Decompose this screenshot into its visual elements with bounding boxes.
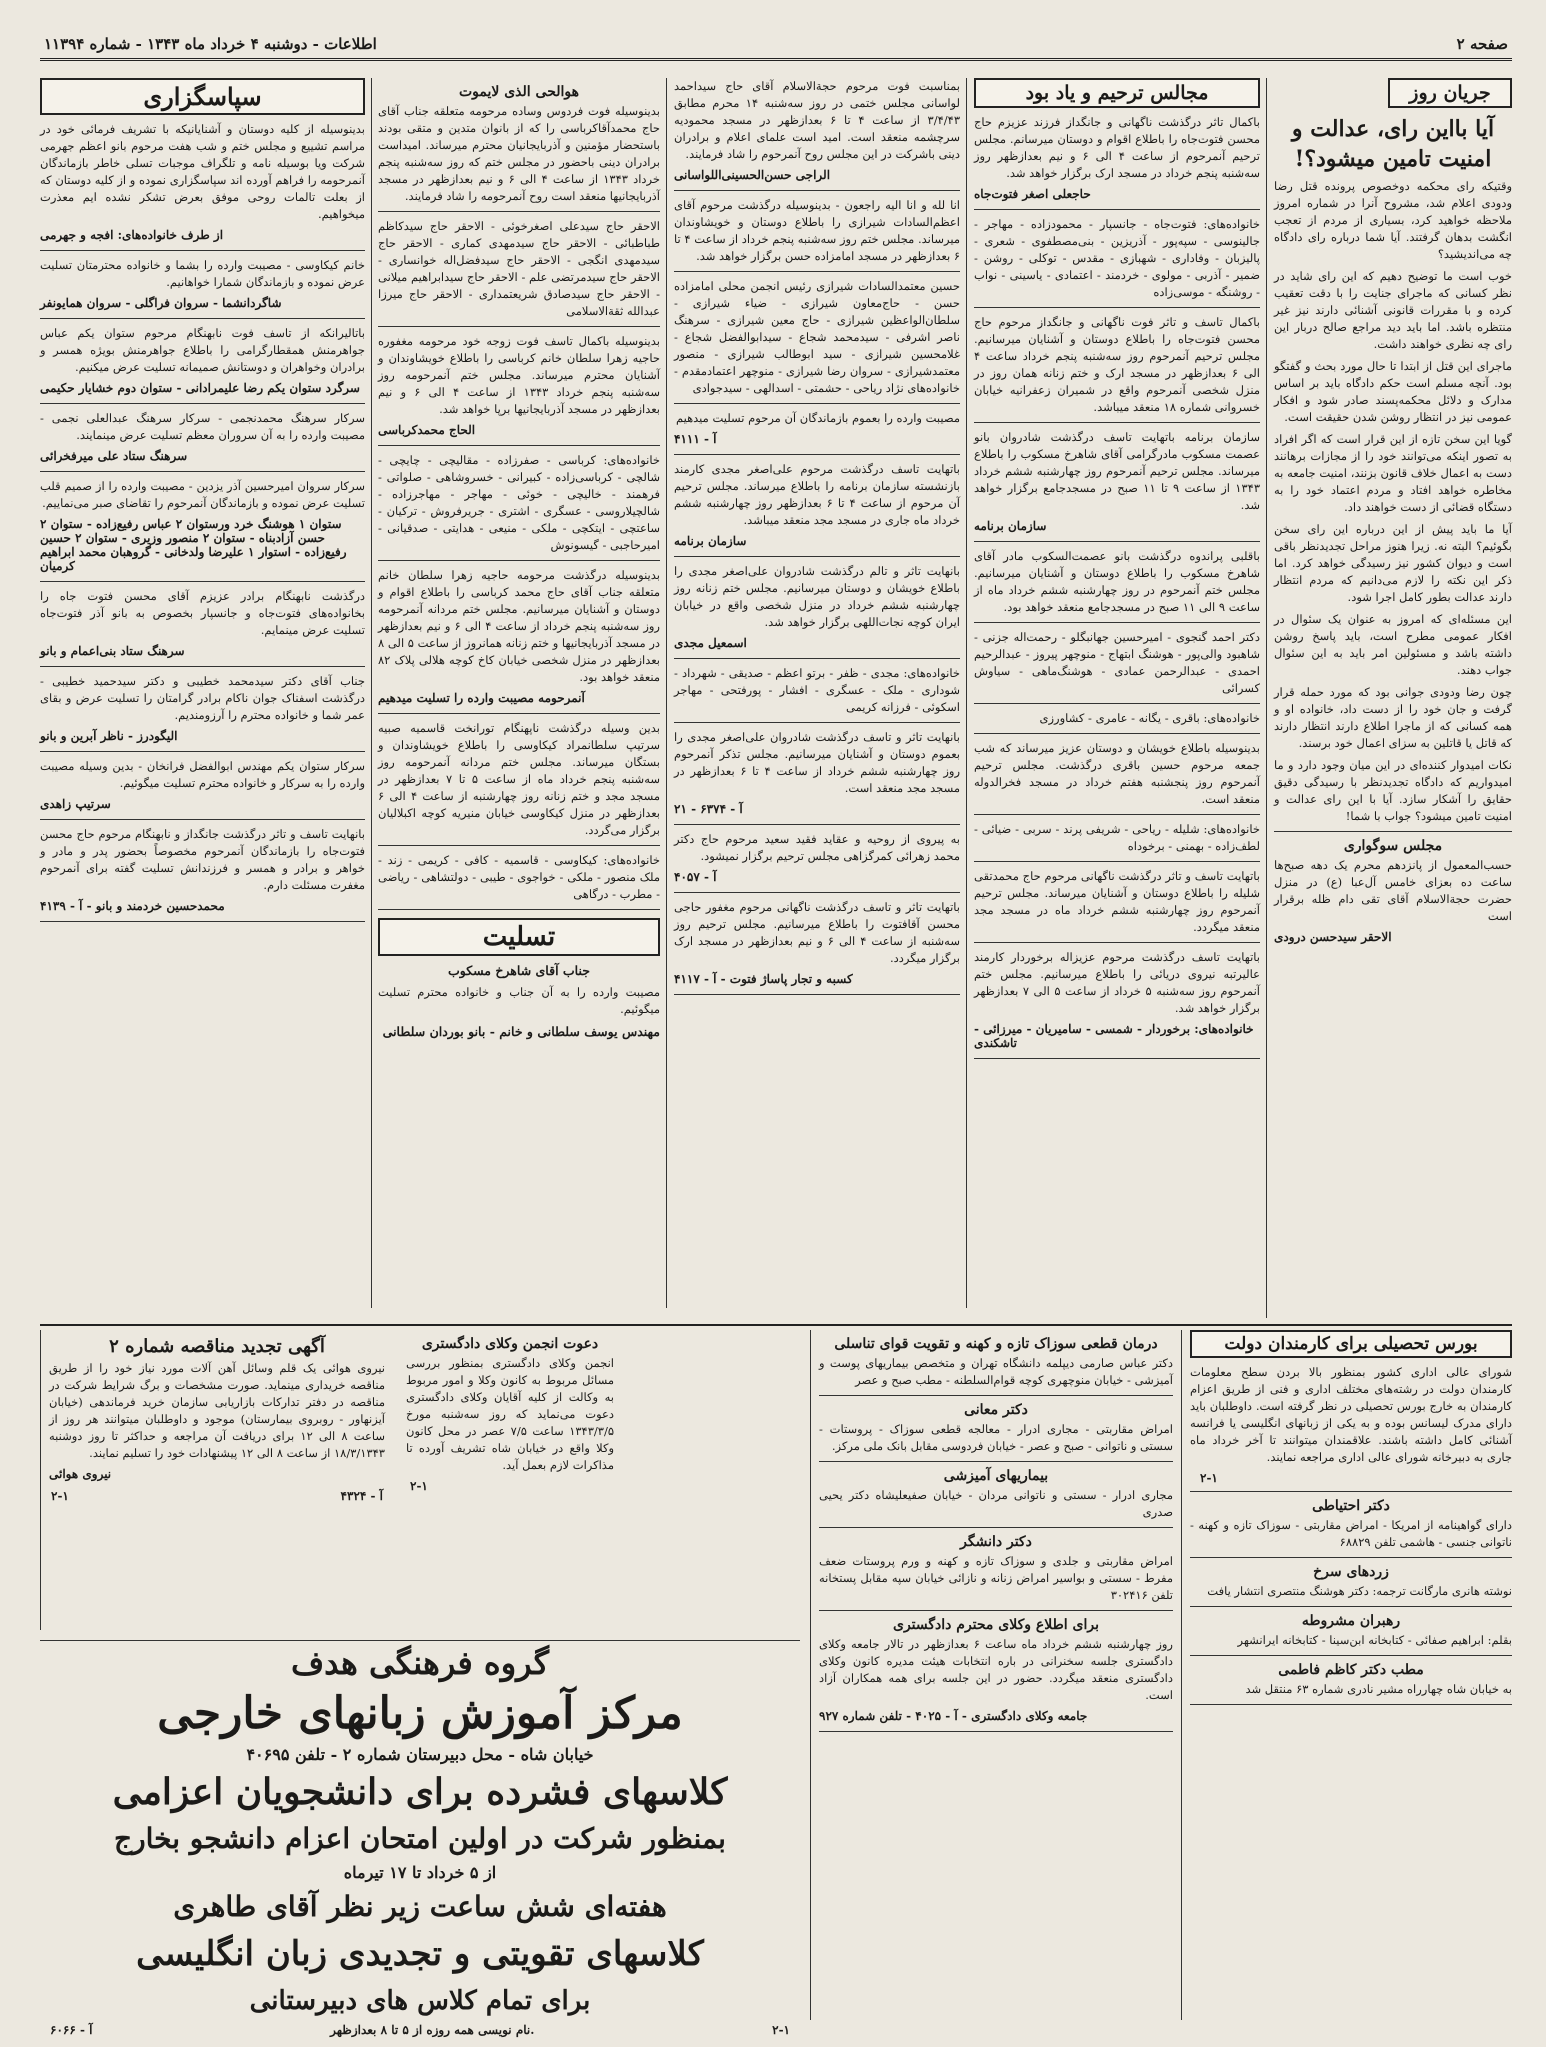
notice-text: بدینوسیله فوت فردوس وساده مرحومه متعلقه جناب آقای حاج محمدآقاکرباسی را که از بانوان متدین و متقی بودند باستحضار مؤمنین و آذربایجانیان محترم میرساند. امیداست برادران دینی باحضور در مجلس ختم که روز سه‌شنبه پنجم خرداد ۱۳۴۳ از ساعت ۴ الی ۶ و نیم بعدازظهر در مسجد آذربایجانیها منعقد است روح آنمرحومه را شاد فرمایند. <box>378 104 661 203</box>
notice-text: بدینوسیله درگذشت مرحومه حاجیه زهرا سلطان خانم متعلقه جناب آقای حاج محمد کرباسی را باطلاع اقوام و دوستان و آشنایان میرسانیم. مجلس ختم مردانه آنمرحومه روز سه‌شنبه پنجم خرداد از ساعت ۴ الی ۶ و نیم بعدازظهر در مسجد آذربایجانیها و ختم زنانه همانروز از ساعت ۵ الی ۸ بعدازظهر در منزل شخصی خیابان کاخ کوچه هلالی پلاک ۸۲ منعقد خواهد بود. <box>378 568 660 684</box>
taslit-line: مصیبت وارده را به آن جناب و خانواده محترم تسلیت میگوئیم. <box>378 985 660 1016</box>
notice-text: الاحقر حاج سیدعلی اصغرخوئی - الاحقر حاج سیدکاظم طباطبائی - الاحقر حاج سیدمهدی کماری - الاحقر حاج سیدمهدی انگجی - الاحقر حاج سیدفضل‌اله خوانساری - الاحقر حاج سیدمرتضی علم - الاحقر حاج سیدابراهیم میلانی - الاحقر حاج سیدصادق شریعتمداری - الاحقر حاج میرزا عبدالله ثقةالاسلامی <box>378 219 660 318</box>
notice-separator <box>40 581 365 582</box>
tarhim3-column <box>378 78 660 1308</box>
paragraph: گویا این سخن تازه از این قرار است که اگر افراد به تصور اینکه می‌توانند خود را از مجازات برهانند دست به اعمال خلاف قانون بزنند، امنیت جامعه به مخاطره خواهد افتاد و مردم اعتماد خود را به دستگاه قضائی از دست خواهند داد. <box>1274 432 1512 514</box>
notice-text: بقلم: ابراهیم صفائی - کتابخانه ابن‌سینا - کتابخانه ایرانشهر <box>1237 1633 1512 1647</box>
notice-item <box>974 429 1260 542</box>
zaban-code: آ - ۶۰۶۶ <box>50 2023 93 2037</box>
notice-text: امراض مقاربتی - مجاری ادرار - معالجه قطعی سوزاک - پروستات - سستی و ناتوانی - صبح و عصر - خیابان فردوسی مقابل بانک ملی مرکز. <box>819 1422 1173 1453</box>
notice-separator <box>1190 1606 1512 1607</box>
notice-signature: الراجی حسن‌الحسینی‌اللواسانی <box>674 168 831 182</box>
notice-separator <box>378 326 660 327</box>
notice-item <box>378 333 660 446</box>
notice-item <box>974 548 1260 623</box>
notice-separator <box>974 422 1260 423</box>
notice-heading: رهبران مشروطه <box>1301 1613 1401 1629</box>
tarhim-list <box>974 114 1260 1059</box>
notice-separator <box>674 892 960 893</box>
anjoman-text: انجمن وکلای دادگستری بمنظور بررسی مسائل مربوط به کانون وکلا و امور مربوط به وکالت از کلیه آقایان وکلای دادگستری دعوت می‌نماید که روز سه‌شنبه مورخ ۱۳۴۳/۳/۵ ساعت ۷/۵ عصر در محل کانون وکلا واقع در خیابان شاه تشریف آورده تا مذاکرات لازم بعمل آید. <box>406 1356 614 1472</box>
notice-text: باتالیرانکه از تاسف فوت نابهنگام مرحوم ستوان یکم عباس جواهرمنش همقطارگرامی را باطلاع جواهرمنش بویژه همسر و برادران وخواهران و دوستانش صمیمانه تسلیت عرض میکنیم. <box>40 326 365 374</box>
notice-signature: اسمعیل مجدی <box>674 636 747 650</box>
notice-heading: زردهای سرخ <box>1313 1564 1389 1580</box>
notice-signature: سرگرد ستوان یکم رضا علیمرادانی - ستوان دوم خشایار حکیمی <box>40 381 360 395</box>
notice-separator <box>974 733 1260 734</box>
notice-separator <box>974 541 1260 542</box>
notice-item <box>40 478 365 582</box>
notice-separator <box>40 666 365 667</box>
notice-text: باکمال تاسف و تاثر فوت ناگهانی و جانگداز مرحوم حاج محسن فتوت‌جاه را باطلاع دوستان و آشنایان میرسانیم. مجلس ترحیم آنمرحوم روز سه‌شنبه پنجم خرداد ساعت ۴ الی ۶ بعدازظهر در مسجد ارک و ختم زنانه همان روز در منزل شخصی آنمرحوم واقع در شمیران زعفرانیه خیابان خسروانی شماره ۱۸ منعقد میباشد. <box>974 315 1260 414</box>
anjoman-title: دعوت انجمن وکلای دادگستری <box>421 1336 599 1352</box>
notice-text: درگذشت نابهنگام برادر عزیزم آقای محسن فتوت جاه را بخانواده‌های فتوت‌جاه و جانسپار بخصوص به بانو آذر فتوت‌جاه تسلیت عرض مینمایم. <box>40 589 365 637</box>
notice-text: خانواده‌های: مجدی - ظفر - برتو اعظم - صدیقی - شهرداد - شوداری - ملک - عسگری - افشار - پورفتحی - مهاجر اسکوئی - فرزانه کریمی <box>674 666 960 714</box>
notice-item <box>819 1468 1173 1528</box>
notice-item <box>40 121 365 251</box>
notice-item <box>40 588 365 667</box>
notice-separator <box>1190 1655 1512 1656</box>
doctor-ads <box>810 1330 1182 2020</box>
notice-heading: هوالحی الذی لایموت <box>458 84 580 100</box>
notice-signature: سازمان برنامه <box>974 519 1047 533</box>
notice-signature: سرهنگ ستاد بنی‌اعمام و بانو <box>40 644 185 658</box>
sevgwari-text: حسب‌المعمول از پانزدهم محرم یک دهه صبح‌ها ساعت ده بعزای خامس آل‌عبا (ع) در منزل حضرت حجةالاسلام آقای تقی دام ظله برقرار است <box>1274 858 1512 923</box>
zaban-note: نام نویسی همه روزه از ۵ تا ۸ بعدازظهر. <box>330 2023 535 2037</box>
tajdid-ad <box>40 1330 393 1630</box>
notice-text: مجاری ادرار - سستی و ناتوانی مردان - خیابان صفیعلیشاه دکتر یحیی صدری <box>819 1488 1173 1519</box>
notice-separator <box>974 703 1260 704</box>
notice-text: به پیروی از روحیه و عقاید فقید سعید مرحوم حاج دکتر محمد زهرائی کمرگزاهی مجلس ترحیم برگزار نمیشود. <box>674 832 960 863</box>
notice-separator <box>674 994 960 995</box>
zaban-code: ۲-۱ <box>772 2023 790 2037</box>
notice-separator <box>674 190 960 191</box>
notice-text: باکمال تاثر درگذشت ناگهانی و جانگداز فرزند عزیزم حاج محسن فتوت‌جاه را باطلاع اقوام و دوستان میرسانم. مجلس ترحیم آنمرحوم از ساعت ۴ الی ۶ و نیم بعدازظهر روز سه‌شنبه پنجم خرداد در مسجد ارک برگزار خواهد شد. <box>974 115 1260 180</box>
notice-item <box>674 831 960 893</box>
notice-separator <box>819 1731 1173 1732</box>
notice-separator <box>378 909 660 910</box>
notice-text: خانواده‌های: کیکاوسی - قاسمیه - کافی - کریمی - زند - ملک منصور - ملکی - خواجوی - طیبی - دولتشاهی - ریاضی - مطرب - درگاهی <box>378 853 660 901</box>
notice-separator <box>40 403 365 404</box>
notice-text: نوشته هانری مارگانت ترجمه: دکتر هوشنگ منتصری انتشار یافت <box>1207 1584 1512 1598</box>
notice-signature: ستوان ۱ هوشنگ خرد ورستوان ۲ عباس رفیع‌زاده - ستوان ۲ حسن آزادبناه - ستوان ۲ منصور وزیری - ستوان ۲ حسین رفیع‌زاده - استوار ۱ علیرضا ولدخانی - گروهبان محمد ابراهیم کرمیان <box>40 517 347 573</box>
anjoman-ad <box>400 1330 620 1630</box>
bourse-text: شورای عالی اداری کشور بمنظور بالا بردن سطح معلومات کارمندان دولت در رشته‌های مختلف اداری و فنی از طریق اعزام کارمندان به خارج بورس تحصیلی در نظر گرفته است. داوطلبان باید دارای مدرک لیسانس بوده و به یکی از زبانهای انگلیسی یا فرانسه آشنائی کامل داشته باشند. علاقمندان میتوانند تا آخر خرداد ماه جاری به دبیرخانه شورای عالی اداری مراجعه نمایند. <box>1190 1365 1512 1464</box>
paragraph: آیا ما باید پیش از این درباره این رای سخن بگوئیم؟ البته نه. زیرا هنوز مراحل تجدیدنظر باقی است و دیوان کشور نیز رسیدگی خواهد کرد. اما ذکر این نکته را لازم می‌دانیم که مردم انتظار دارند عدالت بطور کامل اجرا شود. <box>1274 522 1512 604</box>
notice-text: به خیابان شاه چهارراه مشیر نادری شماره ۶۳ منتقل شد <box>1245 1682 1512 1696</box>
notice-item <box>974 740 1260 815</box>
tarhim3-list <box>378 84 660 910</box>
notice-item <box>674 78 960 191</box>
notice-item <box>674 563 960 659</box>
notice-separator <box>974 861 1260 862</box>
notice-item <box>1190 1498 1512 1558</box>
notice-item <box>378 567 660 714</box>
notice-separator <box>674 556 960 557</box>
notice-heading: دکتر احتیاطی <box>1312 1498 1390 1514</box>
notice-item <box>819 1534 1173 1611</box>
sepas-column <box>40 78 365 1318</box>
notice-separator <box>819 1461 1173 1462</box>
notice-separator <box>40 921 365 922</box>
zaban-line7: برای تمام کلاس های دبیرستانی <box>249 1986 591 2016</box>
notice-item <box>674 278 960 404</box>
paragraph: نکات امیدوار کننده‌ای در این میان وجود دارد و ما امیدواریم که دادگاه تجدیدنظر با رسیدگی دقیق حقایق را آشکار سازد. آیا با این رای عدالت و امنیت تامین میشود؟ جواب با شما! <box>1274 758 1512 823</box>
paragraph: خوب است ما توضیح دهیم که این رای شاید در نظر کسانی که ماجرای جنایت را با دقت تعقیب کرده و با مقررات قانونی آشنائی دارند نیز غیر منتظره باشد. اما باید دید مراجع صالح دربار این رای چه نظری خواهند داشت. <box>1274 269 1512 351</box>
paragraph: وقتیکه رای محکمه دوخصوص پرونده قتل رضا ودودی اعلام شد، مشروح آنرا در شماره امروز ملاحظه خواهید کرد، بسیاری از مردم از تعجب انگشت بدهان گرفتند. آیا شما درباره رای دادگاه چه می‌اندیشید؟ <box>1274 179 1512 261</box>
notice-text: بدینوسیله باکمال تاسف فوت زوجه خود مرحومه مغفوره حاجیه زهرا سلطان خانم کرباسی را باطلاع خویشاوندان و آشنایان محترم میرساند. مجلس ختم آنمرحومه روز سه‌شنبه پنجم خرداد ۱۳۴۳ از ساعت ۴ الی ۶ و نیم بعدازظهر در مسجد آذربایجانیها برپا خواهد شد. <box>378 334 661 416</box>
notice-item <box>974 216 1260 308</box>
notice-separator <box>378 211 660 212</box>
notice-separator <box>40 819 365 820</box>
notice-text: بانهایت تاسف و تاثر درگذشت جانگداز و نابهنگام مرحوم حاج محسن فتوت‌جاه را بازماندگان آنمرحوم مخصوصاً بحضور پدر و مادر و خواهر و برادر و همسر و فرزندانش تسلیت گفته برای آنمرحوم مغفرت مسئلت دارم. <box>40 827 365 892</box>
notice-separator <box>378 845 660 846</box>
notice-heading: برای اطلاع وکلای محترم دادگستری <box>892 1617 1099 1633</box>
notice-item <box>674 197 960 272</box>
notice-signature: آنمرحومه مصیبت وارده را تسلیت میدهیم <box>378 691 585 705</box>
jaryan-headline: آیا بااین رای، عدالت و امنیت تامین میشود؟! <box>1291 116 1495 172</box>
taslit-title: تسلیت <box>378 918 660 956</box>
issue-info: اطلاعات - دوشنبه ۴ خرداد ماه ۱۳۴۳ - شماره ۱۱۳۹۴ <box>44 35 377 53</box>
paragraph: این مسئله‌ای که امروز به عنوان یک سئوال در افکار عمومی مطرح است، باید پاسخ روشن داشته باشد و مسئولین امر باید به این سئوال جواب دهند. <box>1274 612 1512 677</box>
notice-heading: دکتر معانی <box>964 1402 1028 1418</box>
notice-text: سرکار سرهنگ محمدنجمی - سرکار سرهنگ عبدالعلی نجمی - مصیبت وارده را به آن سروران معظم تسلیت عرض مینمایند. <box>40 411 365 442</box>
notice-text: بانهایت تاثر و تاسف درگذشت شادروان علی‌اصغر مجدی را بعموم دوستان و آشنایان میرسانیم. مجلس تذکر آنمرحوم روز چهارشنبه ششم خرداد از ساعت ۴ تا ۶ بعدازظهر در مسجد مجد منعقد است. <box>674 730 960 795</box>
bourse-ad <box>1190 1330 1512 2020</box>
notice-signature: سازمان برنامه <box>674 534 747 548</box>
notice-item <box>1190 1613 1512 1656</box>
notice-text: روز چهارشنبه ششم خرداد ماه ساعت ۶ بعدازظهر در تالار جامعه وکلای دادگستری جلسه سخنرانی در باره انتخابات هیئت مدیره کانون وکلای دادگستری منعقد میگردد. حضور در این جلسه برای همه همکاران آزاد است. <box>819 1637 1173 1702</box>
notice-text: مصیبت وارده را بعموم بازماندگان آن مرحوم تسلیت میدهیم <box>675 411 960 425</box>
notice-signature: الیگودرز - ناظر آبرین و بانو <box>40 729 178 743</box>
notice-separator <box>1190 1704 1512 1705</box>
notice-separator <box>40 471 365 472</box>
bourse-code: ۲-۱ <box>1200 1471 1218 1485</box>
notice-separator <box>974 814 1260 815</box>
notice-text: سرکار ستوان یکم مهندس ابوالفضل فرانخان - بدین وسیله مصیبت وارده را به سرکار و خانواده محترم تسلیت میگوئیم. <box>40 759 365 790</box>
zaban-line4: بمنظور شرکت در اولین امتحان اعزام دانشجو بخارج <box>114 1822 726 1855</box>
notice-item <box>974 710 1260 734</box>
notice-item <box>974 314 1260 423</box>
taslit-line: جناب آقای شاهرخ مسکوب <box>448 963 590 978</box>
column-rule <box>666 78 667 1308</box>
jaryan-title: جریان روز <box>1388 78 1512 108</box>
doctor-list <box>811 1336 1181 1732</box>
notice-signature: جامعه وکلای دادگستری - آ - ۴۰۲۵ - تلفن شماره ۹۲۷ <box>819 1709 1088 1723</box>
notice-item <box>378 218 660 327</box>
notice-separator <box>974 209 1260 210</box>
tajdid-signature: نیروی هوائی <box>49 1467 112 1481</box>
tarhim2-list <box>674 78 960 995</box>
notice-item <box>819 1617 1173 1732</box>
notice-text: انا لله و انا الیه راجعون - بدینوسیله درگذشت مرحوم آقای اعظم‌السادات شیرازی را باطلاع دوستان و خویشاوندان میرساند. مجلس ختم روز سه‌شنبه پنجم خرداد از ساعت ۴ تا ۶ بعدازظهر در مسجد امامزاده حسن برگزار خواهد شد. <box>674 198 960 263</box>
notice-separator <box>819 1610 1173 1611</box>
tarhim-title: مجالس ترحیم و یاد بود <box>974 78 1260 108</box>
notice-signature: حاجعلی اصغر فتوت‌جاه <box>974 187 1091 201</box>
notice-text: دکتر عباس صارمی دیپلمه دانشگاه تهران و متخصص بیماریهای پوست و آمیزشی - خیابان منوچهری کوچه قوام‌السلطنه - مطب صبح و عصر <box>819 1356 1173 1387</box>
notice-signature: سرتیپ زاهدی <box>40 797 111 811</box>
bourse-list <box>1190 1498 1512 1705</box>
notice-separator <box>674 403 960 404</box>
notice-item <box>674 899 960 995</box>
notice-heading: درمان قطعی سوزاک تازه و کهنه و تقویت قوای تناسلی <box>834 1336 1158 1352</box>
notice-separator <box>40 751 365 752</box>
notice-separator <box>1190 1557 1512 1558</box>
notice-text: امراض مقاربتی و جلدی و سوزاک تازه و کهنه و ورم پروستات ضعف مفرط - سستی و بواسیر امراض زنانه و نازائی خیابان سپه مقابل پستخانه تلفن ۳۰۲۴۱۶ <box>819 1554 1173 1602</box>
sevgwari-title: مجلس سوگواری <box>1343 838 1443 854</box>
notice-text: خانواده‌های: فتوت‌جاه - جانسپار - محمودزاده - مهاجر - جالینوسی - سپه‌پور - آذریزین - بنی‌مصطفوی - شعری - پالیزبان - وفاداری - شهبازی - مقدس - توکلی - روشن - ضمیر - آذربی - مولوی - خردمند - اعتمادی - یاسینی - نواب - روشنگه - موسی‌زاده <box>974 217 1260 299</box>
notice-signature: شاگردانشما - سروان فراگلی - سروان همایونفر <box>40 296 282 310</box>
column-rule <box>371 78 372 1308</box>
notice-item <box>674 729 960 825</box>
notice-separator <box>674 722 960 723</box>
masthead <box>40 30 1512 61</box>
notice-separator <box>974 1058 1260 1059</box>
bourse-title: بورس تحصیلی برای کارمندان دولت <box>1190 1330 1512 1358</box>
notice-text: جناب آقای دکتر سیدمحمد خطیبی و دکتر سیدحمید خطیبی - درگذشت اسفناک جوان ناکام برادر گرامتان را تسلیت عرض و بقای عمر شما و خانواده محترم را آرزومندیم. <box>40 674 365 722</box>
notice-separator <box>674 658 960 659</box>
notice-item <box>40 826 365 922</box>
notice-separator <box>819 1527 1173 1528</box>
notice-heading: مطب دکتر کاظم فاطمی <box>1278 1662 1424 1678</box>
notice-item <box>819 1402 1173 1462</box>
notice-signature: کسبه و تجار پاساژ فتوت - آ - ۴۱۱۷ <box>674 972 853 986</box>
sevgwari-signature: الاحقر سیدحسن درودی <box>1274 930 1392 944</box>
notice-item <box>974 949 1260 1059</box>
notice-item <box>378 452 660 561</box>
notice-text: خانم کیکاوسی - مصیبت وارده را بشما و خانواده محترمتان تسلیت عرض نموده و بازماندگان شمارا خواهانیم. <box>40 258 365 289</box>
zaban-address: خیابان شاه - محل دبیرستان شماره ۲ - تلفن ۴۰۶۹۵ <box>246 1745 594 1764</box>
notice-signature: آ - ۴۰۵۷ <box>674 870 717 884</box>
notice-item <box>378 720 660 846</box>
notice-text: بدین وسیله درگذشت ناپهنگام تورانخت قاسمیه صبیه سرتیپ سلطانمراد کیکاوسی را باطلاع خویشاوندان و بستگان میرساند. مجلس ختم مردانه آنمرحومه روز سه‌شنبه پنجم خرداد ماه از ساعت ۵ تا ۷ بعدازظهر در مسجد مجد و ختم زنانه روز چهارشنبه از ساعت ۴ الی ۶ بعدازظهر در منزل کیکاوسی خیابان منیریه کوچه اکبلالیان برگزار می‌گردد. <box>378 721 660 837</box>
notice-text: باقلبی پراندوه درگذشت بانو عصمت‌السکوب مادر آقای شاهرخ مسکوب را باطلاع دوستان و آشنایان میرسانیم. مجلس ختم آنمرحوم در روز چهارشنبه ششم خرداد ماه از ساعت ۹ الی ۱۱ صبح در مسجدجامع منعقد خواهد بود. <box>974 549 1260 614</box>
notice-item <box>40 325 365 404</box>
sepas-title: سپاسگزاری <box>40 78 365 115</box>
tarhim2-column <box>674 78 960 1308</box>
notice-item <box>1190 1564 1512 1607</box>
paragraph: چون رضا ودودی جوانی بود که مورد حمله قرار گرفت و جان خود را از دست داد، خانواده او و همه کسانی که از ماجرا اطلاع دارند انتظار دارند که قاتل یا قاتلین به سزای اعمال خود برسند. <box>1274 685 1512 750</box>
notice-separator <box>378 560 660 561</box>
notice-text: حسین معتمدالسادات شیرازی رئیس انجمن محلی امامزاده حسن - حاج‌معاون شیرازی - ضیاء شیرازی - سلطان‌الواعظین شیرازی - حاج معین شیرازی - سرهنگ ناصر اشرفی - سیدمحمد شجاع - سیدابوالفضل شجاع - غلامحسین شیرازی - سید ابوطالب شیرازی - منصور معتمدشیرازی - سروان رضا شیرازی - منوچهر اعتمادمقدم - خانواده‌های نژاد ریاحی - حشمتی - اسدالهی - سیدجوادی <box>674 279 960 395</box>
notice-separator <box>378 713 660 714</box>
page-number: صفحه ۲ <box>1456 35 1508 53</box>
notice-text: باتهایت تاسف درگذشت مرحوم عزیزاله برخوردار کارمند عالیرتبه نیروی دریائی را باطلاع میرسانیم. مجلس ختم آنمرحوم روز سه‌شنبه ۵ خرداد از ساعت ۵ الی ۷ بعدازظهر برگزار خواهد شد. <box>974 950 1260 1015</box>
notice-text: خانواده‌های: کرباسی - صفرزاده - مقالیچی - چایچی - شالچی - کرباسی‌زاده - کبیرانی - خسروشاهی - صلواتی - فرهمند - خالیچی - خوئی - مهاجر - مهاجرزاده - شالچیلاروسی - عسگری - اشتری - جریرفروش - ترکیان - ساعتچی - ایتکچی - ملکی - منیعی - هدایتی - صدقیانی - امیرحاجبی - گیسونوش <box>378 453 660 552</box>
notice-text: باتهایت تاثر و تاسف درگذشت ناگهانی مرحوم مغفور حاجی محسن آقافتوت را باطلاع میرسانیم. مجلس ترحیم روز سه‌شنبه از ساعت ۴ الی ۶ و نیم بعدازظهر در مسجد ارک برگزار میگردد. <box>674 900 960 965</box>
notice-text: باتهایت تاسف درگذشت مرحوم علی‌اصغر مجدی کارمند بازنشسته سازمان برنامه را باطلاع میرساند. مجلس ترحیم آن مرحوم از ساعت ۴ تا ۶ بعدازظهر روز چهارشنبه ششم خرداد ماه جاری در مسجد مجد منعقد میباشد. <box>674 462 960 527</box>
notice-separator <box>674 271 960 272</box>
notice-separator <box>674 454 960 455</box>
notice-heading: دکتر دانشگر <box>960 1534 1032 1550</box>
notice-text: بدینوسیله باطلاع خویشان و دوستان عزیز میرساند که شب جمعه مرحوم حسین باقری درگذشت. مجلس ترحیم آنمرحوم روز پنجشنبه هفتم خرداد در مسجد فخرالدوله منعقد است. <box>974 741 1260 806</box>
notice-item <box>40 758 365 820</box>
notice-text: دکتر احمد گنجوی - امیرحسین جهانبگلو - رحمت‌اله جزنی - شاهبود والی‌پور - هوشنگ ابتهاج - منوچهر پیروز - عبدالرحیم احمدی - عبدالرحمن عمادی - هوشنگ‌ماهی - سیاوش کسرائی <box>974 630 1260 695</box>
newspaper-page <box>40 30 1512 2037</box>
notice-separator <box>378 445 660 446</box>
sepas-list <box>40 121 365 922</box>
notice-text: بانهایت تاثر و تالم درگذشت شادروان علی‌اصغر مجدی را باطلاع خویشان و دوستان میرسانیم. مجلس ختم زنانه روز چهارشنبه ششم خرداد در منزل شخصی واقع در خیابان ایران کوچه نجات‌اللهی برگزار خواهد شد. <box>674 564 960 629</box>
notice-separator <box>974 942 1260 943</box>
notice-separator <box>674 824 960 825</box>
jaryan-rooz-column <box>1274 78 1512 1318</box>
notice-item <box>40 257 365 319</box>
notice-separator <box>40 250 365 251</box>
notice-signature: از طرف خانواده‌های: افجه و جهرمی <box>40 228 224 242</box>
notice-item <box>974 629 1260 704</box>
notice-heading: بیماریهای آمیزشی <box>943 1468 1049 1484</box>
notice-signature: آ - ۶۳۷۴ - ۲۱ <box>674 802 743 816</box>
notice-text: بمناسبت فوت مرحوم حجةالاسلام آقای حاج سیداحمد لواسانی مجلس ختمی در روز سه‌شنبه ۱۴ محرم مطابق ۳/۴/۴۳ از ساعت ۴ تا ۶ بعدازظهر در مسجد محمودیه سرچشمه منعقد است. امید است علمای اعلام و برادران دینی باشرکت در این مجلس روح آنمرحوم را شاد فرمایند. <box>674 79 961 161</box>
column-rule <box>966 78 967 1308</box>
tarhim-column <box>974 78 1260 1308</box>
notice-item <box>819 1336 1173 1396</box>
notice-text: سرکار سروان امیرحسین آذر یزدین - مصیبت وارده را از صمیم قلب تسلیت عرض نموده و بازماندگان آنمرحوم را تقاضای صبر می‌نماییم. <box>40 479 365 510</box>
notice-text: بدینوسیله از کلیه دوستان و آشنایانیکه با تشریف فرمائی خود در مراسم تشییع و مجلس ختم و شب هفت مرحوم بانو اعظم جهرمی شرکت ویا بوسیله نامه و تلگراف موجبات تسلی خاطر بازماندگان آنمرحومه را فراهم آورده اند سپاسگزاری نموده و از کلیه دوستان که از بعلت تالمات روحی موفق بعرض تشکر نشده ایم معذرت میخواهیم. <box>40 122 365 221</box>
section-rule <box>40 1324 1512 1326</box>
zaban-line5: هفته‌ای شش ساعت زیر نظر آقای طاهری <box>173 1890 667 1923</box>
notice-item <box>1190 1662 1512 1705</box>
notice-item <box>40 410 365 472</box>
notice-signature: آ - ۴۱۱۱ <box>674 432 717 446</box>
zaban-line3: کلاسهای فشرده برای دانشجویان اعزامی <box>112 1771 728 1813</box>
column-rule <box>1266 78 1267 1318</box>
notice-text: باتهایت تاسف و تاثر درگذشت ناگهانی مرحوم حاج محمدتقی شلیله را باطلاع دوستان و آشنایان میرساند. مجلس ترحیم آنمرحوم روز چهارشنبه ششم خرداد ماه در مسجد مجد منعقد میگردد. <box>974 869 1260 934</box>
zaban-line6: کلاسهای تقویتی و تجدیدی زبان انگلیسی <box>136 1934 704 1974</box>
zaban-ad <box>40 1640 800 2037</box>
notice-text: دارای گواهینامه از امریکا - امراض مقاربتی - سوزاک تازه و کهنه - ناتوانی جنسی - هاشمی تلفن ۶۸۸۲۹ <box>1190 1518 1512 1549</box>
notice-separator <box>40 318 365 319</box>
tajdid-title: آگهی تجدید مناقصه شماره ۲ <box>109 1336 325 1357</box>
notice-separator <box>974 622 1260 623</box>
notice-signature: سرهنگ ستاد علی میرفخرائی <box>40 449 188 463</box>
notice-item <box>40 673 365 752</box>
zaban-line1: گروه فرهنگی هدف <box>290 1644 550 1682</box>
tajdid-code: آ - ۴۳۲۴ <box>340 1489 383 1503</box>
notice-signature: خانواده‌های: برخوردار - شمسی - سامیریان - میرزائی - تاشکندی <box>974 1022 1254 1050</box>
notice-item <box>674 461 960 557</box>
notice-separator <box>974 307 1260 308</box>
taslit-line: مهندس یوسف سلطانی و خانم - بانو بوردان سلطانی <box>382 1024 660 1039</box>
zaban-date: از ۵ خرداد تا ۱۷ تیرماه <box>343 1863 497 1882</box>
notice-text: خانواده‌های: شلیله - ریاحی - شریفی پرند - سربی - ضیائی - لطف‌زاده - بهمنی - برخوداه <box>974 822 1260 853</box>
notice-separator <box>819 1395 1173 1396</box>
notice-signature: الحاج محمدکرباسی <box>378 423 476 437</box>
notice-item <box>674 410 960 455</box>
notice-item <box>974 821 1260 862</box>
tajdid-code: ۲-۱ <box>51 1489 69 1503</box>
notice-item <box>974 114 1260 210</box>
notice-item <box>378 84 660 212</box>
zaban-line2: مرکز آموزش زبانهای خارجی <box>157 1688 683 1739</box>
notice-item <box>378 852 660 910</box>
notice-item <box>974 868 1260 943</box>
notice-signature: محمدحسین خردمند و بانو - آ - ۴۱۳۹ <box>40 899 225 913</box>
paragraph: ماجرای این قتل از ابتدا تا حال مورد بحث و گفتگو بود. آنچه مسلم است حکم دادگاه باید بر اساس مدارک و دلائل محکمه‌پسند صادر شود و افکار عمومی نیز در انتظار روشن شدن حقیقت است. <box>1274 359 1512 424</box>
notice-text: سازمان برنامه باتهایت تاسف درگذشت شادروان بانو عصمت مسکوب مادرگرامی آقای شاهرخ مسکوب را باطلاع میرساند. مجلس ترحیم آنمرحوم روز چهارشنبه ششم خرداد ۱۳۴۳ از ساعت ۹ تا ۱۱ صبح در مسجدجامع برگزار خواهد شد. <box>974 430 1261 512</box>
notice-item <box>674 665 960 723</box>
notice-text: خانواده‌های: باقری - یگانه - عامری - کشاورزی <box>1039 711 1260 725</box>
anjoman-code: ۲-۱ <box>410 1479 428 1493</box>
tajdid-text: نیروی هوائی یک قلم وسائل آهن آلات مورد نیاز خود را از طریق مناقصه خریداری مینماید. صورت مشخصات و برگ شرایط شرکت در مناقصه در دفتر تدارکات بازاریابی سازمان خرید فرماندهی (خیابان آیزنهاور - روبروی بیمارستان) موجود و داوطلبان میتوانند هر روز از ساعت ۸ الی ۱۲ برای دریافت آن مراجعه و حداکثر تا روز دوشنبه ۱۸/۳/۱۳۴۳ از ساعت ۸ الی ۱۲ پیشنهادات خود را تسلیم نمایند. <box>49 1361 385 1460</box>
